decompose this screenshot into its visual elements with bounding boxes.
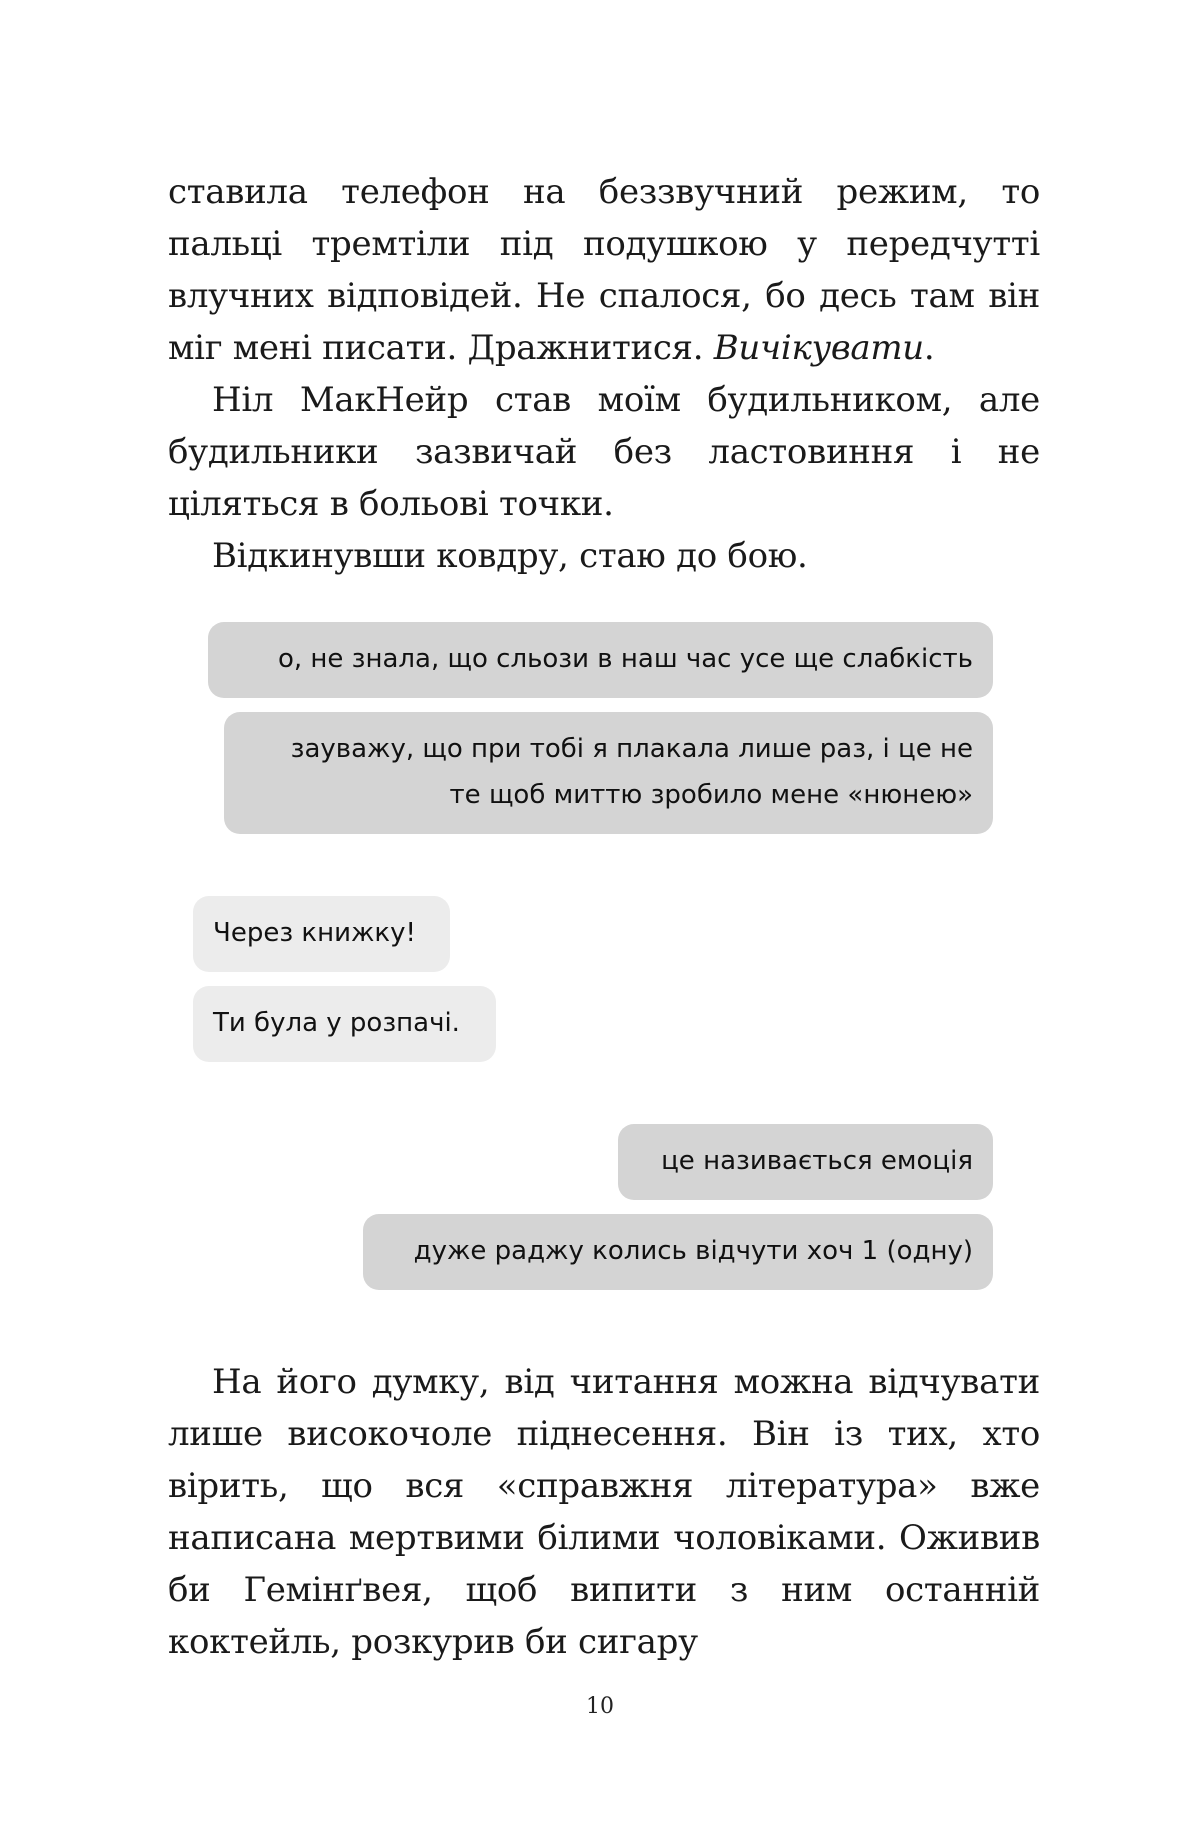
prose-top: [168, 166, 1040, 582]
italic-word: Вичікувати: [713, 328, 924, 368]
paragraph: ставила телефон на беззвучний режим, то пальці тремтіли під подушкою у передчутті влучних відповідей. Не спалося, бо десь там він міг мені писати. Дражнитися. Вичікувати.: [168, 172, 1040, 368]
paragraph: Ніл МакНейр став моїм будильником, але будильники зазвичай без ластовиння і не ціляться в больові точки.: [168, 380, 1040, 524]
paragraph: Відкинувши ковдру, стаю до бою.: [212, 536, 808, 576]
received-message-bubble: Через книжку!: [193, 896, 450, 972]
page-number: 10: [586, 1694, 614, 1719]
prose-bottom: [168, 1356, 1040, 1668]
paragraph: На його думку, від читання можна відчувати лише високочоле піднесення. Він із тих, хто вірить, що вся «справжня література» вже написана мертвими білими чоловіками. Оживив би Гемінґвея, щоб випити з ним останній коктейль, розкурив би сигару: [168, 1362, 1040, 1662]
received-message-bubble: Ти була у розпачі.: [193, 986, 496, 1062]
sent-message-bubble: о, не знала, що сльози в наш час усе ще слабкість: [208, 622, 993, 698]
sent-message-bubble: зауважу, що при тобі я плакала лише раз, і це не те щоб миттю зробило мене «нюнею»: [224, 712, 993, 834]
sent-message-bubble: це називається емоція: [618, 1124, 993, 1200]
sent-message-bubble: дуже раджу колись відчути хоч 1 (одну): [363, 1214, 993, 1290]
